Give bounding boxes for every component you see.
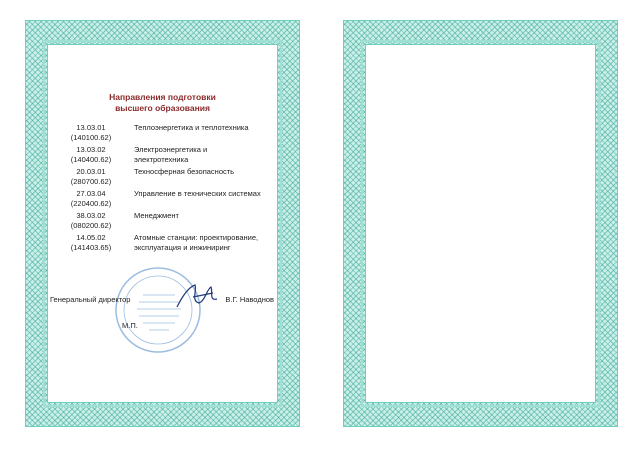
specialty-code: 38.03.02	[76, 211, 106, 220]
specialty-row	[52, 233, 277, 255]
specialty-row	[52, 123, 277, 145]
specialty-old-code: (140400.62)	[70, 154, 112, 164]
specialty-code: 13.03.02	[76, 145, 106, 154]
specialty-old-code: (220400.62)	[70, 198, 112, 208]
certificate-right-page	[343, 20, 618, 427]
specialty-name-cont: электротехника	[134, 154, 189, 164]
specialty-code: 13.03.01	[76, 123, 106, 132]
specialty-code: 27.03.04	[76, 189, 106, 198]
left-page-content	[47, 44, 278, 403]
specialty-list	[52, 123, 277, 255]
page-heading	[48, 92, 277, 114]
stamp-label: М.П.	[122, 321, 138, 330]
signature-icon	[173, 281, 223, 311]
specialty-code: 14.05.02	[76, 233, 106, 242]
specialty-name: Теплоэнергетика и теплотехника	[134, 123, 249, 132]
specialty-name: Управление в технических системах	[134, 189, 261, 198]
specialty-old-code: (280700.62)	[70, 176, 112, 186]
heading-line-1: Направления подготовки	[109, 92, 216, 102]
certificate-left-page	[25, 20, 300, 427]
director-role: Генеральный директор	[50, 295, 131, 304]
specialty-row	[52, 211, 277, 233]
specialty-old-code: (140100.62)	[70, 132, 112, 142]
right-page-content	[365, 44, 596, 403]
specialty-code: 20.03.01	[76, 167, 106, 176]
specialty-name: Менеджмент	[134, 211, 179, 220]
specialty-old-code: (080200.62)	[70, 220, 112, 230]
specialty-name: Техносферная безопасность	[134, 167, 235, 176]
specialty-name: Атомные станции: проектирование,	[134, 233, 259, 242]
director-name: В.Г. Наводнов	[225, 295, 274, 304]
specialty-row	[52, 189, 277, 211]
specialty-row	[52, 145, 277, 167]
specialty-name-cont: эксплуатация и инжиниринг	[134, 242, 231, 252]
heading-line-2: высшего образования	[115, 103, 210, 113]
specialty-name: Электроэнергетика и	[134, 145, 208, 154]
specialty-old-code: (141403.65)	[70, 242, 112, 252]
specialty-row	[52, 167, 277, 189]
